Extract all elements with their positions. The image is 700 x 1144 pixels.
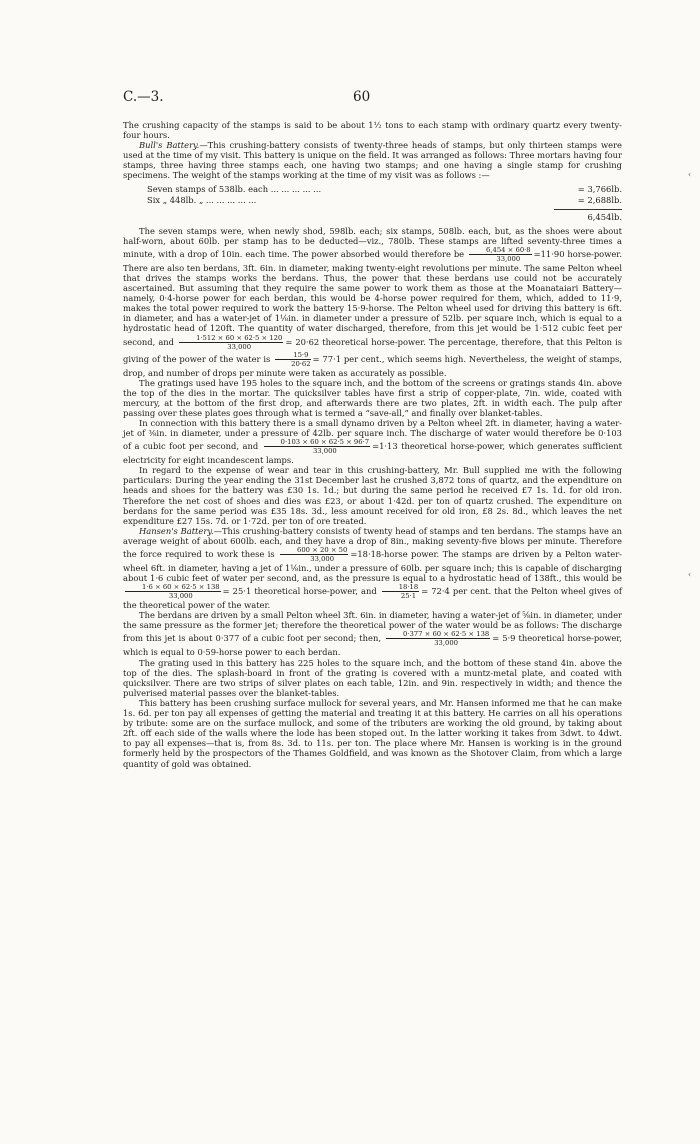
paragraph-power-calculation <box>123 226 622 378</box>
fraction-denominator: 33,000 <box>227 342 252 351</box>
paragraph-expenses: In regard to the expense of wear and tear in this crushing-battery, Mr. Bull supplied me with the following particulars: During the year ending the 31st December last he crushed 3,872 tons of quartz, and the expenditure on heads and shoes for the battery was £30 1s. 1d.; but during the same period he received £7 1s. 1d. for old iron. Therefore the net cost of shoes and dies was £23, or about 1·42d. per ton of quartz crushed. The expenditure on berdans for the same period was £35 18s. 3d., less amount received for old iron, £8 2s. 8d., which leaves the net expenditure £27 15s. 7d. or 1·72d. per ton of ore treated. <box>123 465 622 526</box>
margin-mark: ‹ <box>688 170 692 179</box>
fraction-denominator: 33,000 <box>312 447 337 456</box>
fraction-denominator: 33,000 <box>310 555 335 563</box>
text-segment: =1·13 theoretical horse-power, which generates sufficient electricity for eight incandescent lamps. <box>123 441 622 466</box>
fraction-numerator: 600 × 20 × 50 <box>280 546 348 555</box>
fraction-percentage <box>275 351 310 368</box>
fraction-numerator: 15·9 <box>275 351 310 360</box>
fraction-denominator: 33,000 <box>496 254 521 263</box>
stamp-weight-value: = 2,688lb. <box>577 194 622 205</box>
fraction-dynamo-power <box>264 438 370 455</box>
text-segment: = 72·4 per cent. that the Pelton wheel gives of the theoretical power of the water. <box>123 586 622 611</box>
fraction-hansen-pelton-power <box>125 583 221 600</box>
text-segment: = 20·62 theoretical horse-power. The percentage, therefore, that this Pelton is giving of the power of the water is <box>123 336 623 364</box>
bulls-battery-text: —This crushing-battery consists of twenty-three heads of stamps, but only thirteen stamps were used at the time of my visit. This battery is unique on the field. It was arranged as follows: Three mortars having four stamps, three having three stamps each, one having two stamps; and one having a single stamp for crushing specimens. The weight of the stamps working at the time of my visit was as follows :— <box>123 140 622 181</box>
fraction-numerator: 18·18 <box>382 583 419 592</box>
fraction-hansen-percentage <box>382 583 419 600</box>
fraction-numerator: 6,454 × 60·8 <box>469 246 532 255</box>
text-segment: =11·90 horse-power. There are also ten berdans, 3ft. 6in. in diameter, making twenty-eight revolutions per minute. The same Pelton wheel that drives the stamps works the berdans. Thus, the power that these berdans use could not be accurately ascertained. But assuming that they require the same power to work them as those at the Moanataiari Battery—namely, 0·4-horse power for each berdan, this would be 4-horse power required for them, which, added to 11·9, makes the total power required to work the battery 15·9-horse. The Pelton wheel used for driving this battery is 6ft. in diameter, and has a water-jet of 1⅛in. in diameter under a pressure of 52lb. per square inch, which is equal to a hydrostatic head of 120ft. The quantity of water discharged, therefore, from this jet would be 1·512 cubic feet per second, and <box>123 248 622 347</box>
report-reference: C.—3. <box>123 89 164 105</box>
stamp-weight-value: = 3,766lb. <box>577 183 622 194</box>
text-segment: In connection with this battery there is a small dynamo driven by a Pelton wheel 2ft. in diameter, having a water-jet of ⅜in. in diameter, under a pressure of 42lb. per square inch. The discharge of water would therefore be 0·103 of a cubic foot per second, and <box>123 417 622 452</box>
text-segment: = 25·1 theoretical horse-power, and <box>222 586 377 597</box>
section-title-bulls-battery: Bull's Battery. <box>139 140 200 151</box>
fraction-denominator: 33,000 <box>168 592 193 601</box>
fraction-denominator: 33,000 <box>434 639 458 648</box>
paragraph-dynamo <box>123 418 622 465</box>
fraction-denominator: 25·1 <box>400 592 417 601</box>
margin-mark: ‹ <box>688 570 692 579</box>
stamp-weight-label: Seven stamps of 538lb. each ... ... ... ... ... <box>147 183 322 194</box>
text-segment: The seven stamps were, when newly shod, 598lb. each; six stamps, 508lb. each, but, as the shoes were about half-worn, about 60lb. per stamp has to be deducted—viz., 780lb. These stamps are lifted seventy-three times a minute, with a drop of 10in. each time. The power absorbed would therefore be <box>123 225 622 259</box>
fraction-berdan-power <box>386 630 490 647</box>
fraction-numerator: 1·6 × 60 × 62·5 × 138 <box>125 583 221 592</box>
paragraph-hansen-grating: The grating used in this battery has 225 holes to the square inch, and the bottom of these stand 4in. above the top of the dies. The splash-board in front of the grating is covered with a muntz-metal plate, and coated with quicksilver. There are two strips of silver plates on each table, 12in. and 9in. respectively in width; and thence the pulverised material passes over the blanket-tables. <box>123 657 622 698</box>
document-body <box>123 120 622 769</box>
paragraph-gratings: The gratings used have 195 holes to the square inch, and the bottom of the screens or gratings stands 4in. above the top of the dies in the mortar. The quicksilver tables have first a strip of copper-plate, 7in. wide, coated with mercury, at the bottom of the first drop, and afterwards there are two plates, 2ft. in width each. The pulp after passing over these plates goes through what is termed a “save-all,” and finally over blanket-tables. <box>123 377 622 418</box>
stamp-weight-row <box>147 195 622 206</box>
paragraph-crushing-capacity: The crushing capacity of the stamps is said to be about 1½ tons to each stamp with ordinary quartz every twenty-four hours. <box>123 120 622 141</box>
paragraph-berdans <box>123 610 622 657</box>
paragraph-surface-mullock: This battery has been crushing surface mullock for several years, and Mr. Hansen informed me that he can make 1s. 6d. per ton pay all expenses of getting the material and treating it at this battery. He carries on all his operations by tribute: some are on the surface mullock, and some of the tributers are working the old ground, by taking about 2ft. off each side of the walls where the lode has been stoped out. In the latter working it takes from 3dwt. to 4dwt. to pay all expenses—that is, from 8s. 3d. to 11s. per ton. The place where Mr. Hansen is working is in the ground formerly held by the prospectors of the Thames Goldfield, and was known as the Shotover Claim, from which a large quantity of gold was obtained. <box>123 697 622 769</box>
text-segment: =18·18-horse power. The stamps are driven by a Pelton water-wheel 6ft. in diameter, having a jet of 1⅛in., under a pressure of 60lb. per square inch; this is capable of discharging about 1·6 cubic feet of water per second, and, as the pressure is equal to a hydrostatic head of 138ft., this would be <box>123 549 622 584</box>
fraction-numerator: 1·512 × 60 × 62·5 × 120 <box>179 334 283 343</box>
stamp-weight-label: Six „ 448lb. „ ... ... ... ... ... <box>147 194 257 205</box>
stamp-weight-total: 6,454lb. <box>587 211 622 222</box>
text-segment: —This crushing-battery consists of twenty head of stamps and ten berdans. The stamps have an average weight of about 600lb. each, and they have a drop of 8in., making seventy-five blows per minute. Therefore the force required to work these is <box>123 525 622 559</box>
section-title-hansens-battery: Hansen's Battery. <box>139 525 214 536</box>
fraction-numerator: 0·103 × 60 × 62·5 × 96·7 <box>264 438 370 447</box>
page-header <box>123 89 593 108</box>
stamp-weight-table <box>123 184 622 222</box>
stamp-weight-row <box>147 184 622 195</box>
paragraph-hansens-battery <box>123 526 622 610</box>
fraction-numerator: 0·377 × 60 × 62·5 × 138 <box>386 630 490 639</box>
page-number: 60 <box>353 89 371 105</box>
fraction-pelton-power <box>179 334 283 351</box>
paragraph-bulls-battery <box>123 140 622 180</box>
text-segment: = 77·1 per cent., which seems high. Nevertheless, the weight of stamps, drop, and number of drops per minute were taken as accurately as possible. <box>123 353 622 378</box>
text-segment: = 5·9 theoretical horse-power, which is equal to 0·59-horse power to each berdan. <box>123 633 622 658</box>
fraction-denominator: 20·62 <box>291 359 311 368</box>
text-segment: The berdans are driven by a small Pelton wheel 3ft. 6in. in diameter, having a water-jet of ⅝in. in diameter, under the same pressure as the former jet; therefore the theoretical power of the water would be as follows: The discharge from this jet is about 0·377 of a cubic foot per second; then, <box>123 610 622 644</box>
fraction-stamp-power <box>469 246 532 263</box>
fraction-hansen-stamp-power <box>280 546 348 563</box>
